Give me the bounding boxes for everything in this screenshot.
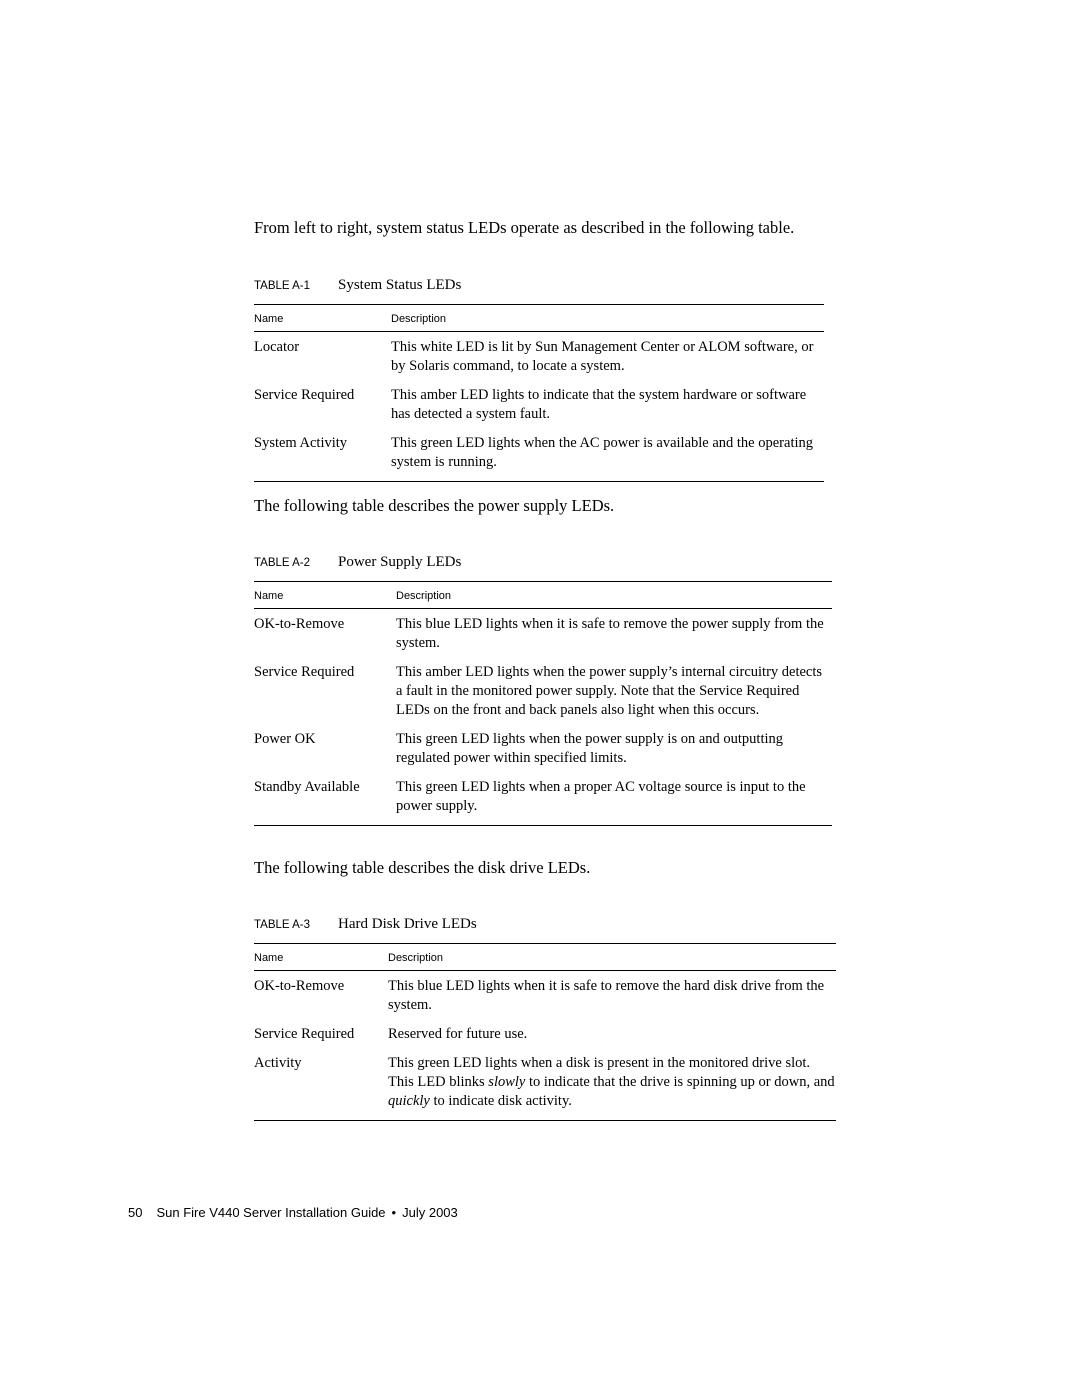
intro-system-status: From left to right, system status LEDs operate as described in the following table. [254,218,795,237]
table-row [254,332,824,387]
table-row [254,386,824,434]
led-name: Service Required [254,387,355,403]
table-title: Hard Disk Drive LEDs [338,916,477,932]
intro-disk-drive: The following table describes the disk drive LEDs. [254,858,591,877]
led-name: OK-to-Remove [254,978,345,994]
table-row [254,730,832,778]
table-row [254,609,832,664]
emphasis-quickly: quickly [388,1093,430,1109]
intro-power-supply: The following table describes the power supply LEDs. [254,496,615,515]
led-description: This blue LED lights when it is safe to remove the hard disk drive from the system. [388,978,825,1013]
table-caption-system-status [254,276,461,294]
column-header-description: Description [391,305,824,332]
column-header-description: Description [396,582,832,609]
table-row [254,434,824,482]
led-description: This green LED lights when the AC power is available and the operating system is running. [391,435,814,470]
column-header-name: Name [254,582,396,609]
table-row [254,663,832,730]
led-description: This green LED lights when a proper AC voltage source is input to the power supply. [396,779,806,814]
page-footer [128,1205,458,1220]
footer-separator: • [391,1205,397,1220]
desc-text: to indicate that the drive is spinning up or down, and [525,1074,835,1090]
desc-text: to indicate disk activity. [429,1093,572,1109]
led-description: This blue LED lights when it is safe to remove the power supply from the system. [396,616,824,651]
table-header-row [254,305,824,332]
led-name: Service Required [254,1026,355,1042]
table-label: TABLE A-2 [254,557,311,569]
table-header-row [254,582,832,609]
table-header-row [254,944,836,971]
led-description: This white LED is lit by Sun Management Center or ALOM software, or by Solaris command, to locate a system. [391,339,814,374]
table-row [254,1025,836,1054]
table-row [254,1054,836,1121]
footer-title: Sun Fire V440 Server Installation Guide [156,1205,386,1220]
led-name: Standby Available [254,779,360,795]
column-header-name: Name [254,944,388,971]
led-description: Reserved for future use. [388,1026,528,1042]
led-description [388,1054,836,1121]
table-label: TABLE A-3 [254,919,311,931]
led-name: Power OK [254,731,316,747]
led-name: Activity [254,1055,302,1071]
table-caption-hard-disk [254,915,477,933]
table-row [254,971,836,1026]
table-caption-power-supply [254,553,461,571]
led-name: Service Required [254,664,355,680]
led-description: This green LED lights when the power supply is on and outputting regulated power within specified limits. [396,731,784,766]
led-description: This amber LED lights to indicate that the system hardware or software has detected a system fault. [391,387,807,422]
power-supply-leds-table [254,581,832,826]
led-name: Locator [254,339,300,355]
column-header-name: Name [254,305,391,332]
table-row [254,778,832,826]
hard-disk-drive-leds-table [254,943,836,1121]
table-title: Power Supply LEDs [338,554,462,570]
led-description: This amber LED lights when the power supply’s internal circuitry detects a fault in the monitored power supply. Note that the Service Required LEDs on the front and back panels also light when this occurs. [396,664,823,718]
table-title: System Status LEDs [338,277,462,293]
page-number: 50 [128,1205,143,1220]
emphasis-slowly: slowly [488,1074,526,1090]
column-header-description: Description [388,944,836,971]
footer-date: July 2003 [402,1205,458,1220]
system-status-leds-table [254,304,824,482]
led-name: System Activity [254,435,348,451]
table-label: TABLE A-1 [254,280,311,292]
desc-text: This green LED lights when a disk is present in the monitored drive slot. This LED blinks [388,1055,811,1090]
led-name: OK-to-Remove [254,616,345,632]
